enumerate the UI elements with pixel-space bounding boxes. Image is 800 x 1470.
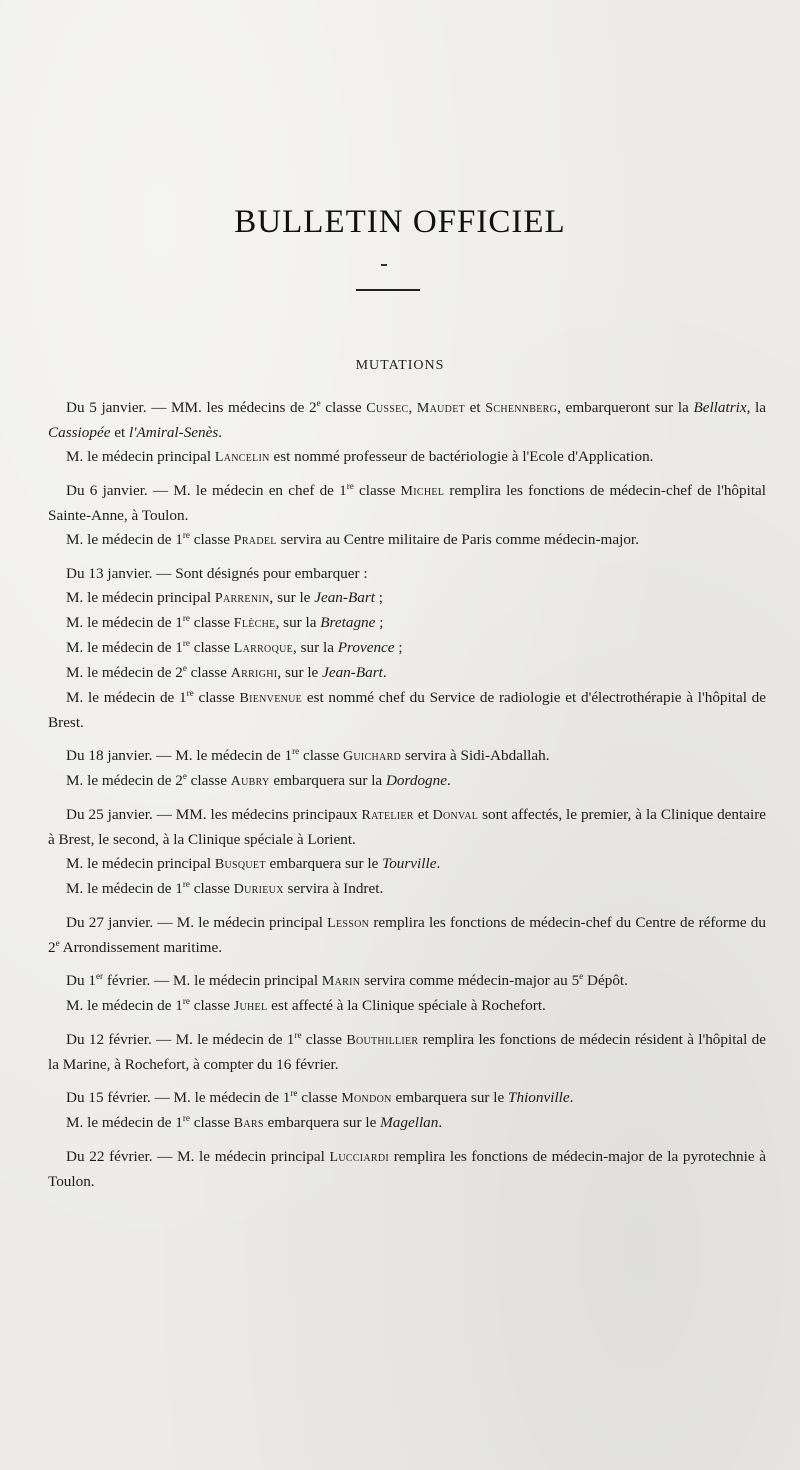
paragraph-13-janvier: Du 13 janvier. — Sont désignés pour embarquer : [66, 565, 368, 582]
title-rule [356, 289, 420, 291]
paragraph-5-janvier: Du 5 janvier. — MM. les médecins de 2e classe Cussec, Maudet et Schennberg, embarqueront sur la Bellatrix, la Cassiopée et l'Amiral-Senès. [48, 397, 766, 441]
paragraph-fleche: M. le médecin de 1re classe Flèche, sur la Bretagne ; [66, 612, 384, 631]
page-title: BULLETIN OFFICIEL [234, 204, 566, 240]
paragraph-12-fevrier: Du 12 février. — M. le médecin de 1re classe Bouthillier remplira les fonctions de médecin résident à l'hôpital de la Marine, à Rochefort, à compter du 16 février. [48, 1029, 767, 1073]
paragraph-bienvenue: M. le médecin de 1re classe Bienvenue est nommé chef du Service de radiologie et d'électrothérapie à l'hôpital de Brest. [48, 687, 767, 731]
paragraph-aubry: M. le médecin de 2e classe Aubry embarquera sur la Dordogne. [66, 770, 451, 789]
paragraph-bars: M. le médecin de 1re classe Bars embarquera sur le Magellan. [66, 1112, 443, 1131]
paragraph-busquet: M. le médecin principal Busquet embarquera sur le Tourville. [66, 855, 441, 872]
document-body [48, 396, 766, 1194]
paragraph-15-fevrier: Du 15 février. — M. le médecin de 1re classe Mondon embarquera sur le Thionville. [66, 1087, 574, 1106]
paragraph-larroque: M. le médecin de 1re classe Larroque, sur la Provence ; [66, 637, 403, 656]
section-heading: MUTATIONS [355, 358, 445, 373]
paragraph-pradel: M. le médecin de 1re classe Pradel servira au Centre militaire de Paris comme médecin-major. [66, 529, 639, 548]
paragraph-27-janvier: Du 27 janvier. — M. le médecin principal Lesson remplira les fonctions de médecin-chef du Centre de réforme du 2e Arrondissement maritime. [48, 914, 766, 956]
paragraph-18-janvier: Du 18 janvier. — M. le médecin de 1re classe Guichard servira à Sidi-Abdallah. [66, 745, 550, 764]
paragraph-lancelin: M. le médecin principal Lancelin est nommé professeur de bactériologie à l'Ecole d'Application. [66, 448, 654, 465]
title-dash [381, 264, 387, 266]
paragraph-22-fevrier: Du 22 février. — M. le médecin principal Lucciardi remplira les fonctions de médecin-major de la pyrotechnie à Toulon. [48, 1148, 766, 1190]
paragraph-arrighi: M. le médecin de 2e classe Arrighi, sur le Jean-Bart. [66, 662, 387, 681]
paragraph-parrenin: M. le médecin principal Parrenin, sur le Jean-Bart ; [66, 589, 383, 606]
paragraph-1-fevrier: Du 1er février. — M. le médecin principal Marin servira comme médecin-major au 5e Dépôt. [66, 970, 628, 989]
paragraph-25-janvier: Du 25 janvier. — MM. les médecins principaux Ratelier et Donval sont affectés, le premier, à la Clinique dentaire à Brest, le second, à la Clinique spéciale à Lorient. [48, 806, 766, 848]
paragraph-juhel: M. le médecin de 1re classe Juhel est affecté à la Clinique spéciale à Rochefort. [66, 995, 546, 1014]
paragraph-6-janvier: Du 6 janvier. — M. le médecin en chef de 1re classe Michel remplira les fonctions de médecin-chef de l'hôpital Sainte-Anne, à Toulon. [48, 480, 767, 524]
paragraph-durieux: M. le médecin de 1re classe Durieux servira à Indret. [66, 878, 384, 897]
